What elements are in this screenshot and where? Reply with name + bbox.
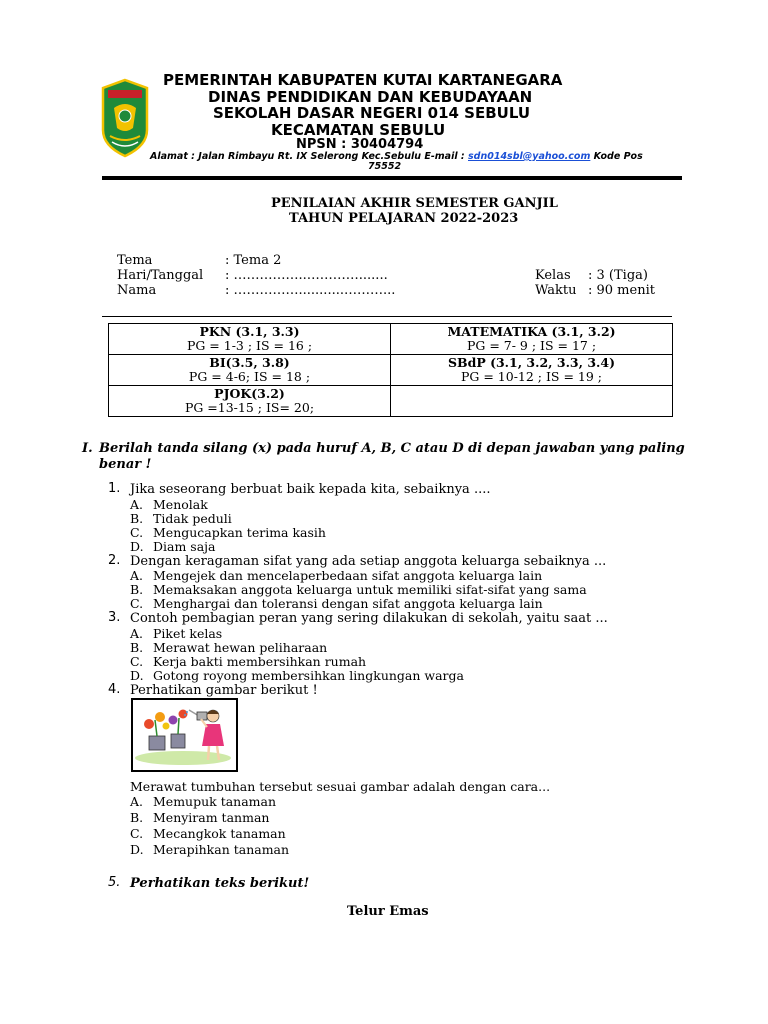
section-instruction-2: benar ! bbox=[99, 457, 152, 472]
table-row bbox=[109, 355, 673, 386]
kelas-value: : 3 (Tiga) bbox=[588, 268, 648, 283]
option-letter: A. bbox=[130, 568, 144, 583]
npsn: NPSN : 30404794 bbox=[296, 137, 424, 152]
option-text: Memupuk tanaman bbox=[153, 794, 277, 809]
question-number: 1. bbox=[108, 481, 121, 496]
question-number: 4. bbox=[108, 682, 121, 697]
subject-name: PJOK(3.2) bbox=[214, 386, 285, 401]
postal-label: Kode Pos bbox=[590, 151, 643, 162]
subject-table bbox=[108, 323, 673, 417]
option-text: Menghargai dan toleransi dengan sifat anggota keluarga lain bbox=[153, 596, 543, 611]
option-letter: C. bbox=[130, 826, 144, 841]
exam-title: PENILAIAN AKHIR SEMESTER GANJIL bbox=[271, 196, 558, 211]
tema-value: : Tema 2 bbox=[225, 253, 282, 268]
subject-cell bbox=[109, 386, 391, 417]
answer-option[interactable] bbox=[130, 842, 289, 857]
email-link[interactable]: sdn014sbl@yahoo.com bbox=[468, 151, 591, 162]
subject-detail: PG = 7- 9 ; IS = 17 ; bbox=[466, 338, 597, 353]
option-text: Merawat hewan peliharaan bbox=[153, 640, 328, 655]
answer-option[interactable] bbox=[130, 568, 542, 583]
subject-detail: PG = 4-6; IS = 18 ; bbox=[188, 369, 311, 384]
question-number: 5. bbox=[108, 875, 121, 890]
answer-option[interactable] bbox=[130, 525, 326, 540]
question-followup: Merawat tumbuhan tersebut sesuai gambar adalah dengan cara... bbox=[130, 779, 551, 794]
option-text: Kerja bakti membersihkan rumah bbox=[153, 654, 367, 669]
question-text: Perhatikan teks berikut! bbox=[130, 876, 310, 891]
answer-option[interactable] bbox=[130, 626, 222, 641]
option-text: Piket kelas bbox=[153, 626, 223, 641]
subject-name: PKN (3.1, 3.3) bbox=[199, 324, 300, 339]
option-text: Diam saja bbox=[153, 539, 216, 554]
story-title: Telur Emas bbox=[347, 904, 429, 919]
waktu-label: Waktu bbox=[535, 283, 577, 298]
flower-pot-icon bbox=[144, 710, 188, 751]
answer-option[interactable] bbox=[130, 826, 286, 841]
question-text: Dengan keragaman sifat yang ada setiap anggota keluarga sebaiknya ... bbox=[130, 554, 607, 569]
answer-option[interactable] bbox=[130, 539, 216, 554]
empty-cell bbox=[391, 386, 673, 417]
address-text: Alamat : Jalan Rimbayu Rt. IX Selerong Kec.Sebulu E-mail : bbox=[150, 151, 468, 162]
header-line-3: SEKOLAH DASAR NEGERI 014 SEBULU bbox=[213, 104, 531, 122]
kelas-label: Kelas bbox=[535, 268, 571, 283]
nama-label: Nama bbox=[117, 283, 157, 298]
subject-cell bbox=[391, 355, 673, 386]
question-number: 2. bbox=[108, 553, 121, 568]
answer-option[interactable] bbox=[130, 668, 464, 683]
subject-name: BI(3.5, 3.8) bbox=[209, 355, 290, 370]
option-letter: D. bbox=[130, 668, 144, 683]
hari-label: Hari/Tanggal bbox=[117, 268, 204, 283]
subject-detail: PG = 1-3 ; IS = 16 ; bbox=[186, 338, 313, 353]
tema-label: Tema bbox=[117, 253, 153, 268]
exam-year: TAHUN PELAJARAN 2022-2023 bbox=[289, 211, 519, 226]
option-letter: A. bbox=[130, 497, 144, 512]
option-letter: B. bbox=[130, 640, 144, 655]
watering-plants-illustration bbox=[131, 698, 238, 772]
question-text: Contoh pembagian peran yang sering dilakukan di sekolah, yaitu saat ... bbox=[130, 611, 608, 626]
question-number: 3. bbox=[108, 610, 121, 625]
answer-option[interactable] bbox=[130, 640, 327, 655]
subject-name: SBdP (3.1, 3.2, 3.3, 3.4) bbox=[447, 355, 615, 370]
answer-option[interactable] bbox=[130, 497, 208, 512]
question-text: Perhatikan gambar berikut ! bbox=[130, 683, 318, 698]
option-letter: C. bbox=[130, 525, 144, 540]
option-letter: B. bbox=[130, 810, 144, 825]
waktu-value: : 90 menit bbox=[588, 283, 655, 298]
school-logo bbox=[100, 78, 150, 158]
header-divider-thick bbox=[102, 176, 682, 180]
answer-option[interactable] bbox=[130, 582, 587, 597]
option-text: Mengejek dan mencelaperbedaan sifat anggota keluarga lain bbox=[153, 568, 543, 583]
subject-cell bbox=[391, 324, 673, 355]
option-letter: C. bbox=[130, 596, 144, 611]
header-line-4: KECAMATAN SEBULU bbox=[271, 121, 446, 139]
subject-cell bbox=[109, 324, 391, 355]
table-row bbox=[109, 386, 673, 417]
subject-detail: PG = 10-12 ; IS = 19 ; bbox=[460, 369, 603, 384]
subject-detail: PG =13-15 ; IS= 20; bbox=[184, 400, 315, 415]
answer-option[interactable] bbox=[130, 654, 366, 669]
info-divider bbox=[102, 316, 672, 317]
option-letter: D. bbox=[130, 539, 144, 554]
answer-option[interactable] bbox=[130, 511, 232, 526]
nama-field[interactable]: : ……………...........………... bbox=[225, 283, 396, 298]
answer-option[interactable] bbox=[130, 596, 543, 611]
header-line-2: DINAS PENDIDIKAN DAN KEBUDAYAAN bbox=[208, 88, 533, 106]
option-letter: A. bbox=[130, 626, 144, 641]
option-letter: B. bbox=[130, 511, 144, 526]
section-numeral: I. bbox=[82, 441, 93, 456]
option-text: Merapihkan tanaman bbox=[153, 842, 290, 857]
subject-cell bbox=[109, 355, 391, 386]
option-text: Mengucapkan terima kasih bbox=[153, 525, 326, 540]
option-letter: A. bbox=[130, 794, 144, 809]
option-letter: B. bbox=[130, 582, 144, 597]
option-letter: D. bbox=[130, 842, 144, 857]
answer-option[interactable] bbox=[130, 794, 276, 809]
watering-can-icon bbox=[184, 710, 207, 720]
table-row bbox=[109, 324, 673, 355]
section-instruction-1: Berilah tanda silang (x) pada huruf A, B, C atau D di depan jawaban yang paling bbox=[99, 441, 685, 456]
answer-option[interactable] bbox=[130, 810, 269, 825]
option-text: Menyiram tanman bbox=[153, 810, 270, 825]
option-text: Menolak bbox=[153, 497, 208, 512]
option-text: Mecangkok tanaman bbox=[153, 826, 286, 841]
postal-code: 75552 bbox=[368, 161, 402, 172]
option-text: Gotong royong membersihkan lingkungan warga bbox=[153, 668, 464, 683]
option-text: Memaksakan anggota keluarga untuk memiliki sifat-sifat yang sama bbox=[153, 582, 587, 597]
subject-name: MATEMATIKA (3.1, 3.2) bbox=[447, 324, 616, 339]
hari-field[interactable]: : ……………..…………....... bbox=[225, 268, 388, 283]
question-text: Jika seseorang berbuat baik kepada kita, sebaiknya .... bbox=[130, 482, 491, 497]
option-letter: C. bbox=[130, 654, 144, 669]
option-text: Tidak peduli bbox=[153, 511, 232, 526]
header-line-1: PEMERINTAH KABUPATEN KUTAI KARTANEGARA bbox=[163, 71, 563, 89]
